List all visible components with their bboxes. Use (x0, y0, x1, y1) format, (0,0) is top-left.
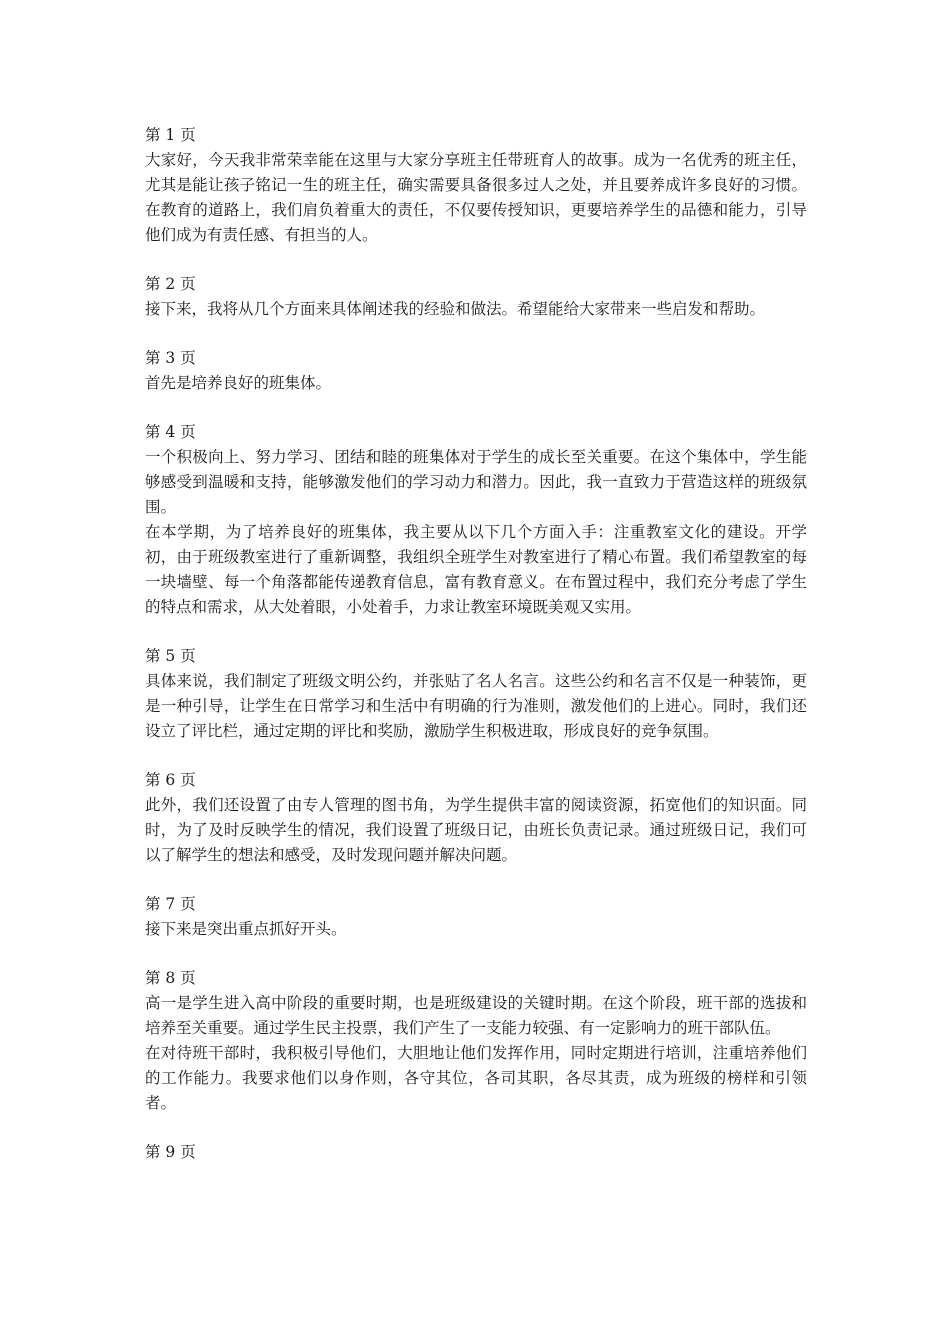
section-heading: 第 3 页 (145, 349, 196, 367)
section-paragraph: 接下来是突出重点抓好开头。 (145, 920, 347, 938)
section-heading: 第 6 页 (145, 771, 196, 789)
section-heading: 第 5 页 (145, 647, 196, 665)
section-heading: 第 7 页 (145, 895, 196, 913)
section-heading: 第 8 页 (145, 969, 196, 987)
section-paragraph: 首先是培养良好的班集体。 (145, 374, 332, 392)
page-section-6 (145, 768, 807, 868)
page-section-5 (145, 644, 807, 744)
section-paragraph: 高一是学生进入高中阶段的重要时期，也是班级建设的关键时期。在这个阶段，班干部的选拔和培养至关重要。通过学生民主投票，我们产生了一支能力较强、有一定影响力的班干部队伍。 (145, 994, 807, 1037)
section-heading: 第 4 页 (145, 423, 196, 441)
section-paragraph: 大家好，今天我非常荣幸能在这里与大家分享班主任带班育人的故事。成为一名优秀的班主任，尤其是能让孩子铭记一生的班主任，确实需要具备很多过人之处，并且要养成许多良好的习惯。在教育的道路上，我们肩负着重大的责任，不仅要传授知识，更要培养学生的品德和能力，引导他们成为有责任感、有担当的人。 (145, 151, 807, 244)
section-paragraph: 在对待班干部时，我积极引导他们，大胆地让他们发挥作用，同时定期进行培训，注重培养他们的工作能力。我要求他们以身作则，各守其位，各司其职，各尽其责，成为班级的榜样和引领者。 (145, 1044, 807, 1112)
section-paragraph: 接下来，我将从几个方面来具体阐述我的经验和做法。希望能给大家带来一些启发和帮助。 (145, 300, 766, 318)
page-section-8 (145, 966, 807, 1116)
page-section-1 (145, 123, 807, 248)
document-page (145, 123, 807, 1189)
page-section-3 (145, 346, 807, 396)
section-heading: 第 1 页 (145, 126, 196, 144)
section-heading: 第 9 页 (145, 1143, 196, 1161)
page-section-9 (145, 1140, 807, 1165)
section-paragraph: 具体来说，我们制定了班级文明公约，并张贴了名人名言。这些公约和名言不仅是一种装饰，更是一种引导，让学生在日常学习和生活中有明确的行为准则，激发他们的上进心。同时，我们还设立了评比栏，通过定期的评比和奖励，激励学生积极进取，形成良好的竞争氛围。 (145, 672, 807, 740)
section-paragraph: 此外，我们还设置了由专人管理的图书角，为学生提供丰富的阅读资源，拓宽他们的知识面。同时，为了及时反映学生的情况，我们设置了班级日记，由班长负责记录。通过班级日记，我们可以了解学生的想法和感受，及时发现问题并解决问题。 (145, 796, 807, 864)
page-section-4 (145, 420, 807, 620)
section-paragraph: 一个积极向上、努力学习、团结和睦的班集体对于学生的成长至关重要。在这个集体中，学生能够感受到温暖和支持，能够激发他们的学习动力和潜力。因此，我一直致力于营造这样的班级氛围。 (145, 448, 807, 516)
page-section-7 (145, 892, 807, 942)
section-heading: 第 2 页 (145, 275, 196, 293)
section-paragraph: 在本学期，为了培养良好的班集体，我主要从以下几个方面入手：注重教室文化的建设。开学初，由于班级教室进行了重新调整，我组织全班学生对教室进行了精心布置。我们希望教室的每一块墙壁、每一个角落都能传递教育信息，富有教育意义。在布置过程中，我们充分考虑了学生的特点和需求，从大处着眼，小处着手，力求让教室环境既美观又实用。 (145, 523, 807, 616)
page-section-2 (145, 272, 807, 322)
